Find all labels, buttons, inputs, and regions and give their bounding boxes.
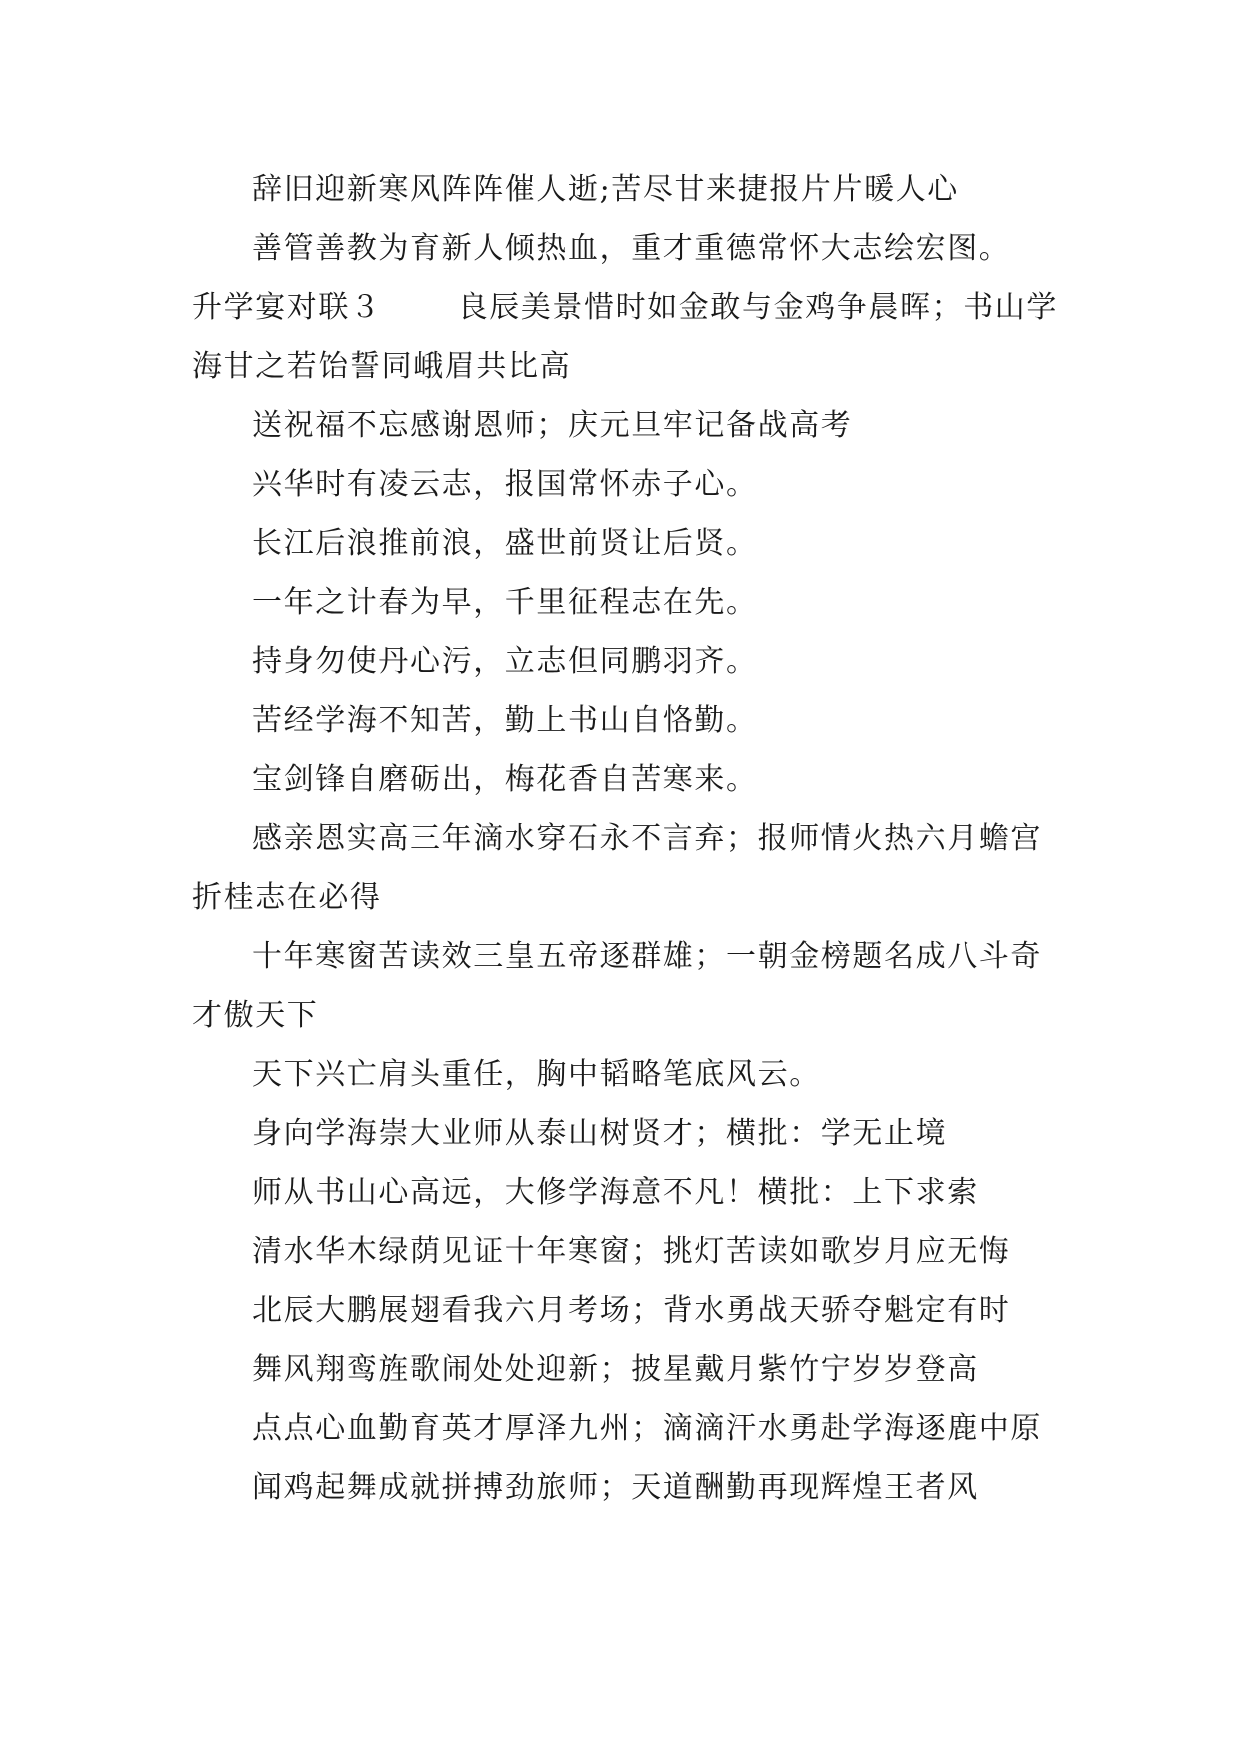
couplet-line: 天下兴亡肩头重任，胸中韬略笔底风云。 xyxy=(252,1057,821,1092)
couplet-line: 点点心血勤育英才厚泽九州；滴滴汗水勇赴学海逐鹿中原 xyxy=(252,1411,1042,1446)
couplet-line: 师从书山心高远，大修学海意不凡！横批：上下求索 xyxy=(252,1175,979,1210)
couplet-line: 持身勿使丹心污，立志但同鹏羽齐。 xyxy=(252,644,758,679)
couplet-line: 善管善教为育新人倾热血，重才重德常怀大志绘宏图。 xyxy=(252,231,1011,266)
document-body xyxy=(192,160,1072,1517)
couplet-line: 身向学海崇大业师从泰山树贤才；横批：学无止境 xyxy=(252,1116,948,1151)
couplet-line: 长江后浪推前浪，盛世前贤让后贤。 xyxy=(252,526,758,561)
couplet-line: 感亲恩实高三年滴水穿石永不言弃；报师情火热六月蟾宫折桂志在必得 xyxy=(192,821,1042,915)
section-heading: 升学宴对联３ xyxy=(192,290,382,325)
couplet-line: 送祝福不忘感谢恩师；庆元旦牢记备战高考 xyxy=(252,408,853,443)
couplet-line: 一年之计春为早，千里征程志在先。 xyxy=(252,585,758,620)
section-paragraph xyxy=(192,278,1072,396)
couplet-line: 辞旧迎新寒风阵阵催人逝;苦尽甘来捷报片片暖人心 xyxy=(252,172,959,207)
couplet-line: 宝剑锋自磨砺出，梅花香自苦寒来。 xyxy=(252,762,758,797)
couplet-line: 北辰大鹏展翅看我六月考场；背水勇战天骄夺魁定有时 xyxy=(252,1293,1011,1328)
couplet-line: 清水华木绿荫见证十年寒窗；挑灯苦读如歌岁月应无悔 xyxy=(252,1234,1011,1269)
couplet-line: 苦经学海不知苦，勤上书山自恪勤。 xyxy=(252,703,758,738)
couplet-line: 闻鸡起舞成就拼搏劲旅师；天道酬勤再现辉煌王者风 xyxy=(252,1470,979,1505)
section-first-couplet: 良辰美景惜时如金敢与金鸡争晨晖；书山学海甘之若饴誓同峨眉共比高 xyxy=(192,290,1059,384)
couplet-line: 舞风翔鸾旌歌闹处处迎新；披星戴月紫竹宁岁岁登高 xyxy=(252,1352,979,1387)
couplet-line: 十年寒窗苦读效三皇五帝逐群雄；一朝金榜题名成八斗奇才傲天下 xyxy=(192,939,1042,1033)
couplet-line: 兴华时有凌云志，报国常怀赤子心。 xyxy=(252,467,758,502)
